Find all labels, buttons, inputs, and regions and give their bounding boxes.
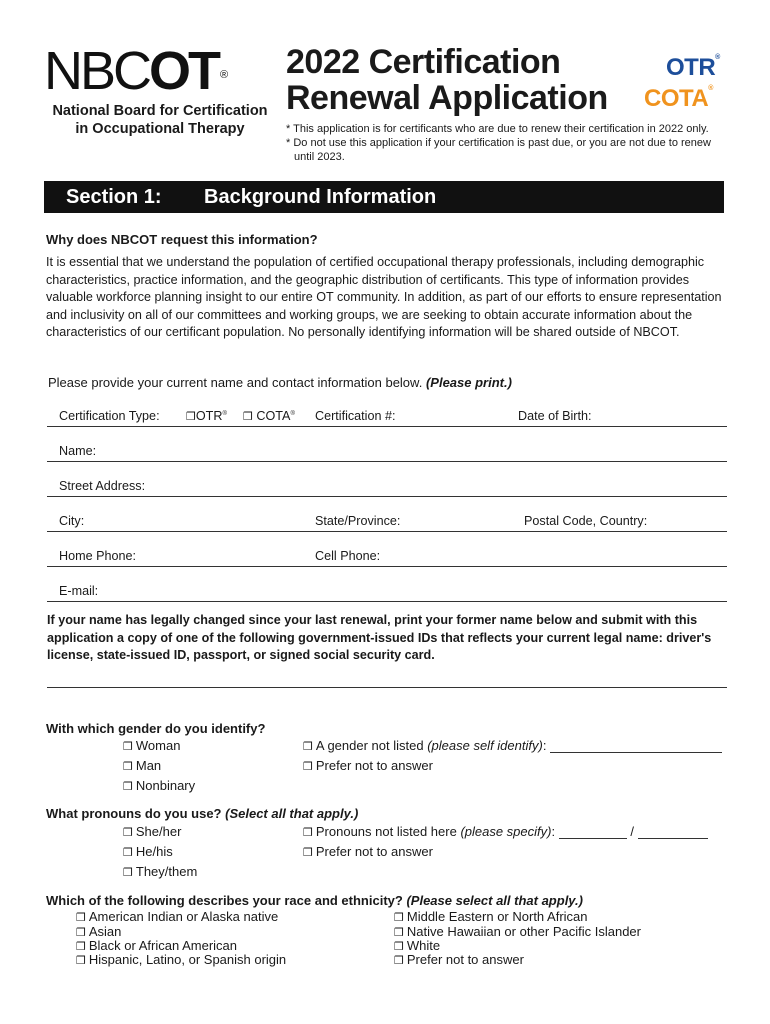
checkbox-icon: ❒ bbox=[123, 826, 133, 839]
gender-nonbinary-option[interactable]: ❒ Nonbinary bbox=[123, 778, 196, 793]
name-field[interactable] bbox=[47, 442, 727, 462]
section-header bbox=[44, 181, 724, 213]
home-phone-label: Home Phone: bbox=[59, 549, 137, 563]
postal-label: Postal Code, Country: bbox=[524, 514, 648, 528]
phone-row[interactable] bbox=[47, 547, 727, 567]
pronoun-specify-input-1[interactable] bbox=[559, 827, 627, 839]
checkbox-icon: ❒ bbox=[76, 926, 86, 939]
race-hispanic-option[interactable]: ❒ Hispanic, Latino, or Spanish origin bbox=[76, 952, 287, 967]
logo-mark: NBCOT ® bbox=[44, 41, 229, 101]
page-title: 2022 Certification Renewal Application bbox=[286, 43, 608, 117]
checkbox-icon: ❒ bbox=[394, 911, 404, 924]
race-middle-eastern-option[interactable]: ❒ Middle Eastern or North African bbox=[394, 909, 588, 924]
legal-name-instruction: If your name has legally changed since your last renewal, print your former name below and submit with this application a copy of one of the following government-issued IDs that reflects your current legal name: driver's license, state-issued ID, passport, or signed social security card. bbox=[47, 613, 712, 662]
checkbox-icon: ❒ bbox=[123, 760, 133, 773]
gender-man-option[interactable]: ❒ Man bbox=[123, 758, 162, 773]
state-label: State/Province: bbox=[315, 514, 401, 528]
pronoun-not-listed-option[interactable]: ❒ Pronouns not listed here (please specify): / bbox=[303, 824, 708, 839]
dob-label: Date of Birth: bbox=[518, 409, 592, 423]
checkbox-icon: ❒ bbox=[303, 826, 313, 839]
checkbox-icon: ❒ bbox=[394, 954, 404, 967]
otr-checkbox[interactable]: ❒OTR® bbox=[186, 409, 227, 423]
checkbox-icon: ❒ bbox=[123, 866, 133, 879]
pronoun-prefer-not-option[interactable]: ❒ Prefer not to answer bbox=[303, 844, 433, 859]
gender-woman-option[interactable]: ❒ Woman bbox=[123, 738, 181, 753]
race-pacific-islander-option[interactable]: ❒ Native Hawaiian or other Pacific Islander bbox=[394, 924, 641, 939]
race-white-option[interactable]: ❒ White bbox=[394, 938, 441, 953]
email-field[interactable] bbox=[47, 582, 727, 602]
checkbox-icon: ❒ bbox=[123, 740, 133, 753]
pronoun-specify-input-2[interactable] bbox=[638, 827, 708, 839]
why-question: Why does NBCOT request this information? bbox=[46, 232, 318, 247]
pronouns-question: What pronouns do you use? (Select all that apply.) bbox=[46, 806, 359, 821]
checkbox-icon: ❒ bbox=[394, 926, 404, 939]
street-label: Street Address: bbox=[59, 479, 146, 493]
race-prefer-not-option[interactable]: ❒ Prefer not to answer bbox=[394, 952, 524, 967]
pronoun-they-option[interactable]: ❒ They/them bbox=[123, 864, 198, 879]
checkbox-icon: ❒ bbox=[243, 410, 253, 423]
checkbox-icon: ❒ bbox=[123, 846, 133, 859]
cert-type-row bbox=[47, 407, 727, 427]
city-label: City: bbox=[59, 514, 85, 528]
checkbox-icon: ❒ bbox=[186, 410, 196, 423]
gender-prefer-not-option[interactable]: ❒ Prefer not to answer bbox=[303, 758, 433, 773]
section-name: Background Information bbox=[204, 186, 437, 208]
race-american-indian-option[interactable]: ❒ American Indian or Alaska native bbox=[76, 909, 279, 924]
nbcot-logo bbox=[44, 41, 284, 138]
city-state-postal-row[interactable] bbox=[47, 512, 727, 532]
street-address-field[interactable] bbox=[47, 477, 727, 497]
gender-not-listed-option[interactable]: ❒ A gender not listed (please self identify): bbox=[303, 738, 722, 753]
cota-checkbox[interactable]: ❒ COTA® bbox=[243, 409, 295, 423]
org-name: National Board for Certification in Occupational Therapy bbox=[52, 103, 268, 137]
cert-type-label: Certification Type: bbox=[59, 409, 160, 423]
former-name-field[interactable] bbox=[47, 687, 727, 688]
cota-badge: COTA® bbox=[644, 85, 713, 112]
race-asian-option[interactable]: ❒ Asian bbox=[76, 924, 122, 939]
checkbox-icon: ❒ bbox=[123, 780, 133, 793]
provide-instruction: Please provide your current name and contact information below. (Please print.) bbox=[48, 375, 512, 390]
checkbox-icon: ❒ bbox=[303, 740, 313, 753]
gender-self-identify-input[interactable] bbox=[550, 741, 722, 753]
otr-badge: OTR® bbox=[666, 54, 720, 81]
cert-number-label: Certification #: bbox=[315, 409, 396, 423]
gender-question: With which gender do you identify? bbox=[46, 721, 266, 736]
email-label: E-mail: bbox=[59, 584, 99, 598]
cell-phone-label: Cell Phone: bbox=[315, 549, 381, 563]
pronoun-he-option[interactable]: ❒ He/his bbox=[123, 844, 173, 859]
section-number: Section 1: bbox=[66, 186, 162, 208]
checkbox-icon: ❒ bbox=[394, 940, 404, 953]
checkbox-icon: ❒ bbox=[76, 911, 86, 924]
checkbox-icon: ❒ bbox=[303, 760, 313, 773]
checkbox-icon: ❒ bbox=[76, 954, 86, 967]
pronoun-she-option[interactable]: ❒ She/her bbox=[123, 824, 182, 839]
race-question: Which of the following describes your race and ethnicity? (Please select all that apply.) bbox=[46, 893, 583, 908]
checkbox-icon: ❒ bbox=[76, 940, 86, 953]
checkbox-icon: ❒ bbox=[303, 846, 313, 859]
name-label: Name: bbox=[59, 444, 97, 458]
race-black-option[interactable]: ❒ Black or African American bbox=[76, 938, 237, 953]
intro-paragraph: It is essential that we understand the population of certified occupational therapy professionals, including demographic characteristics, practice information, and the geographic distribution of certificants. This type of information provides valuable workforce planning insight to our entire OT community. In addition, as part of our efforts to ensure representation and inclusivity on all of our committees and working groups, we are seeking to obtain accurate information about the characteristics of our certificant population. No personally identifying information will be shared outside of NBCOT. bbox=[46, 255, 722, 339]
application-notes: * This application is for certificants who are due to renew their certification in 2022 only. * Do not use this application if your certification is past due, or you are not due to renew until 2023. bbox=[286, 123, 711, 163]
